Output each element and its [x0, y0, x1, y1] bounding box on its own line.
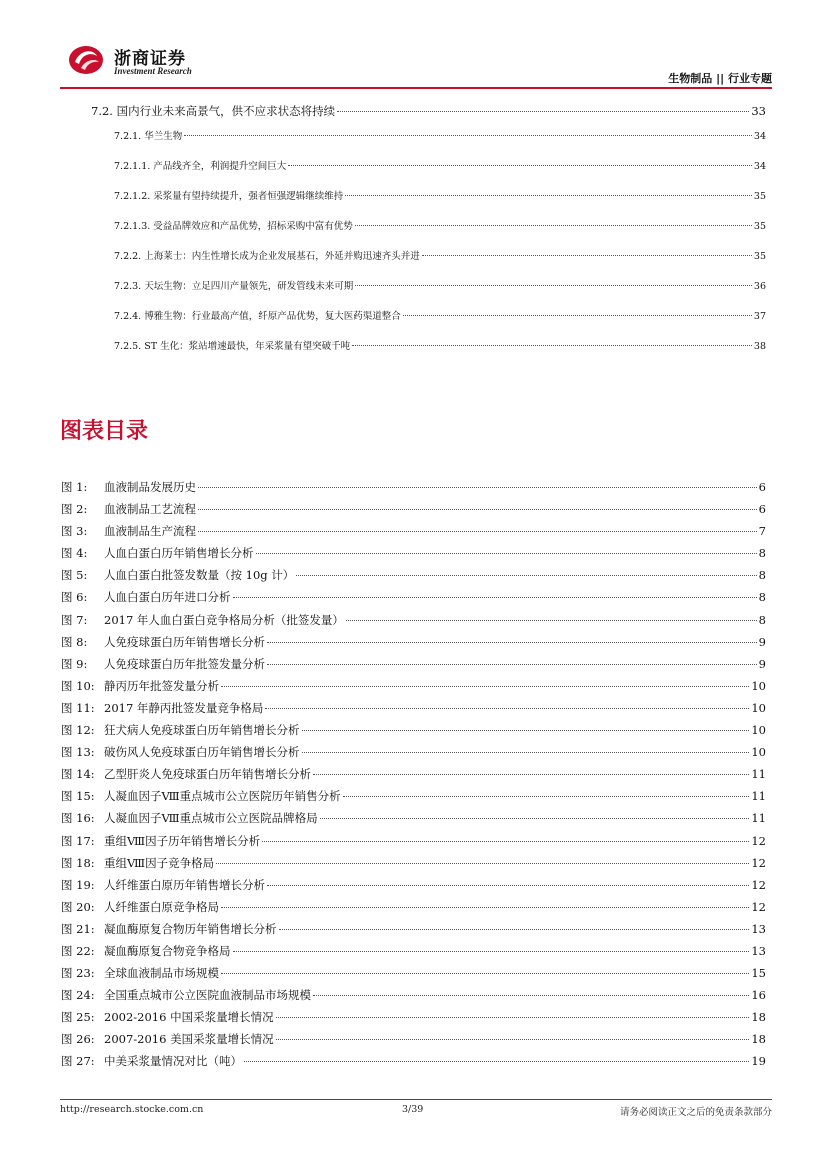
- figure-number: 图 17:: [61, 834, 95, 848]
- page-header: [0, 0, 827, 90]
- dot-leader: [345, 195, 752, 196]
- figure-label: 人凝血因子Ⅷ重点城市公立医院品牌格局: [104, 811, 318, 825]
- figure-number: 图 4:: [61, 546, 88, 560]
- toc-entry-page: 35: [753, 251, 766, 262]
- figure-entry[interactable]: [61, 589, 766, 605]
- figure-label: 凝血酶原复合物竞争格局: [104, 944, 231, 958]
- figure-page: 9: [758, 635, 766, 649]
- dot-leader: [198, 509, 757, 510]
- figure-number: 图 10:: [61, 679, 95, 693]
- brand-name-cn: 浙商证券: [114, 49, 186, 69]
- figure-entry[interactable]: [61, 987, 766, 1003]
- figure-label: 人免疫球蛋白历年销售增长分析: [104, 635, 265, 649]
- toc-entry-page: 36: [753, 281, 766, 292]
- dot-leader: [302, 730, 750, 731]
- figure-page: 13: [751, 922, 766, 936]
- figure-number: 图 22:: [61, 944, 95, 958]
- figure-number: 图 19:: [61, 878, 95, 892]
- figure-page: 18: [751, 1032, 766, 1046]
- dot-leader: [346, 620, 757, 621]
- figure-label: 静丙历年批签发量分析: [104, 679, 219, 693]
- toc-entry-page: 38: [753, 341, 766, 352]
- figure-label: 2017 年人血白蛋白竞争格局分析（批签发量）: [104, 613, 344, 627]
- figure-number: 图 1:: [61, 480, 88, 494]
- figure-label: 人纤维蛋白原历年销售增长分析: [104, 878, 265, 892]
- dot-leader: [198, 531, 757, 532]
- figure-label: 2017 年静丙批签发量竞争格局: [104, 701, 264, 715]
- figure-page: 18: [751, 1010, 766, 1024]
- figures-list-title: 图表目录: [60, 419, 149, 444]
- dot-leader: [267, 642, 757, 643]
- figure-number: 图 11:: [61, 701, 95, 715]
- figure-page: 10: [751, 723, 766, 737]
- figure-entry[interactable]: [61, 1053, 766, 1069]
- toc-entry-label: 7.2.4. 博雅生物：行业最高产值，纤原产品优势，复大医药渠道整合: [114, 311, 401, 322]
- dot-leader: [233, 597, 757, 598]
- figure-page: 8: [758, 546, 766, 560]
- figure-entry[interactable]: [61, 479, 766, 495]
- figure-entry[interactable]: [61, 788, 766, 804]
- figure-number: 图 18:: [61, 856, 95, 870]
- dot-leader: [355, 225, 752, 226]
- figure-page: 8: [758, 568, 766, 582]
- figure-label: 重组Ⅷ因子历年销售增长分析: [104, 834, 261, 848]
- figure-label: 血液制品工艺流程: [104, 502, 196, 516]
- footer-divider: [60, 1099, 772, 1100]
- toc-entry[interactable]: [114, 158, 766, 172]
- dot-leader: [352, 345, 752, 346]
- figure-entry[interactable]: [61, 634, 766, 650]
- dot-leader: [403, 315, 752, 316]
- figure-entry[interactable]: [61, 833, 766, 849]
- dot-leader: [262, 841, 749, 842]
- figure-page: 12: [751, 834, 766, 848]
- figure-number: 图 27:: [61, 1054, 95, 1068]
- toc-entry-label: 7.2.2. 上海莱士：内生性增长成为企业发展基石，外延并购迅速齐头并进: [114, 251, 420, 262]
- toc-entry-label: 7.2.1.1. 产品线齐全，利润提升空间巨大: [114, 161, 287, 172]
- figure-label: 全球血液制品市场规模: [104, 966, 219, 980]
- dot-leader: [198, 487, 757, 488]
- figure-number: 图 15:: [61, 789, 95, 803]
- toc-entry[interactable]: [114, 308, 766, 322]
- page-number: 3/39: [402, 1104, 424, 1115]
- toc-entry-label: 7.2.1. 华兰生物: [114, 131, 183, 142]
- figure-page: 13: [751, 944, 766, 958]
- toc-entry-page: 37: [753, 311, 766, 322]
- footer-url[interactable]: http://research.stocke.com.cn: [60, 1104, 204, 1115]
- report-type: 生物制品 || 行业专题: [668, 72, 772, 85]
- figure-entry[interactable]: [61, 766, 766, 782]
- figure-entry[interactable]: [61, 744, 766, 760]
- figure-number: 图 7:: [61, 613, 88, 627]
- toc-entry-page: 35: [753, 221, 766, 232]
- dot-leader: [288, 165, 752, 166]
- dot-leader: [184, 135, 752, 136]
- toc-entry[interactable]: [114, 338, 766, 352]
- figure-entry[interactable]: [61, 899, 766, 915]
- dot-leader: [355, 285, 752, 286]
- dot-leader: [313, 774, 749, 775]
- figure-number: 图 8:: [61, 635, 88, 649]
- figure-label: 人血白蛋白历年销售增长分析: [104, 546, 254, 560]
- figure-label: 人血白蛋白批签发数量（按 10g 计）: [104, 568, 295, 582]
- figure-page: 10: [751, 745, 766, 759]
- toc-entry-label: 7.2.1.3. 受益品牌效应和产品优势，招标采购中富有优势: [114, 221, 353, 232]
- figure-label: 中美采浆量情况对比（吨）: [104, 1054, 242, 1068]
- figure-entry[interactable]: [61, 501, 766, 517]
- figure-entry[interactable]: [61, 1009, 766, 1025]
- figure-entry[interactable]: [61, 567, 766, 583]
- figure-number: 图 12:: [61, 723, 95, 737]
- dot-leader: [302, 752, 750, 753]
- figure-page: 6: [758, 502, 766, 516]
- footer-disclaimer: 请务必阅读正文之后的免责条款部分: [619, 1107, 772, 1118]
- figure-number: 图 25:: [61, 1010, 95, 1024]
- figure-label: 凝血酶原复合物历年销售增长分析: [104, 922, 277, 936]
- figure-entry[interactable]: [61, 656, 766, 672]
- figure-entry[interactable]: [61, 523, 766, 539]
- figure-entry[interactable]: [61, 700, 766, 716]
- toc-entry-label: 7.2. 国内行业未来高景气，供不应求状态将持续: [91, 104, 336, 118]
- toc-entry[interactable]: [114, 278, 766, 292]
- dot-leader: [422, 255, 752, 256]
- figure-entry[interactable]: [61, 612, 766, 628]
- dot-leader: [276, 1039, 750, 1040]
- toc-entry[interactable]: [114, 188, 766, 202]
- dot-leader: [313, 995, 749, 996]
- figure-entry[interactable]: [61, 722, 766, 738]
- brand-logo-icon: [67, 40, 105, 78]
- figure-label: 全国重点城市公立医院血液制品市场规模: [104, 988, 311, 1002]
- figure-number: 图 3:: [61, 524, 88, 538]
- toc-entry-label: 7.2.1.2. 采浆量有望持续提升，强者恒强逻辑继续维持: [114, 191, 344, 202]
- figure-label: 2002-2016 中国采浆量增长情况: [104, 1010, 274, 1024]
- figure-label: 血液制品发展历史: [104, 480, 196, 494]
- toc-entry-page: 34: [753, 161, 766, 172]
- figure-page: 11: [751, 767, 766, 781]
- toc-entry[interactable]: [114, 128, 766, 142]
- figure-label: 人血白蛋白历年进口分析: [104, 590, 231, 604]
- dot-leader: [244, 1061, 749, 1062]
- figure-entry[interactable]: [61, 877, 766, 893]
- figure-label: 狂犬病人免疫球蛋白历年销售增长分析: [104, 723, 300, 737]
- toc-entry-page: 35: [753, 191, 766, 202]
- figure-entry[interactable]: [61, 965, 766, 981]
- figure-entry[interactable]: [61, 678, 766, 694]
- figure-page: 10: [751, 679, 766, 693]
- toc-entry-page: 34: [753, 131, 766, 142]
- toc-entry[interactable]: [91, 103, 766, 119]
- dot-leader: [267, 885, 749, 886]
- dot-leader: [221, 907, 749, 908]
- figure-entry[interactable]: [61, 921, 766, 937]
- figure-entry[interactable]: [61, 545, 766, 561]
- figure-page: 6: [758, 480, 766, 494]
- figure-entry[interactable]: [61, 855, 766, 871]
- figure-page: 7: [758, 524, 766, 538]
- dot-leader: [267, 664, 757, 665]
- figure-page: 11: [751, 811, 766, 825]
- dot-leader: [265, 708, 749, 709]
- figure-label: 乙型肝炎人免疫球蛋白历年销售增长分析: [104, 767, 311, 781]
- figure-entry[interactable]: [61, 1031, 766, 1047]
- figure-page: 9: [758, 657, 766, 671]
- figure-page: 12: [751, 878, 766, 892]
- figure-page: 12: [751, 900, 766, 914]
- figure-number: 图 5:: [61, 568, 88, 582]
- dot-leader: [233, 951, 750, 952]
- brand-name-en: Investment Research: [114, 66, 192, 76]
- figure-page: 15: [751, 966, 766, 980]
- figure-number: 图 16:: [61, 811, 95, 825]
- figure-label: 人免疫球蛋白历年批签发量分析: [104, 657, 265, 671]
- figure-page: 11: [751, 789, 766, 803]
- toc-entry-page: 33: [751, 104, 766, 118]
- toc-entry[interactable]: [114, 218, 766, 232]
- figure-page: 10: [751, 701, 766, 715]
- toc-entry-label: 7.2.5. ST 生化：浆站增速最快，年采浆量有望突破千吨: [114, 341, 351, 352]
- figure-number: 图 21:: [61, 922, 95, 936]
- header-divider: [60, 87, 772, 89]
- figure-label: 人纤维蛋白原竞争格局: [104, 900, 219, 914]
- figure-number: 图 13:: [61, 745, 95, 759]
- figure-number: 图 9:: [61, 657, 88, 671]
- dot-leader: [320, 818, 750, 819]
- toc-entry[interactable]: [114, 248, 766, 262]
- dot-leader: [256, 553, 757, 554]
- figure-entry[interactable]: [61, 810, 766, 826]
- dot-leader: [216, 863, 749, 864]
- dot-leader: [221, 973, 749, 974]
- figure-page: 8: [758, 590, 766, 604]
- toc-entry-label: 7.2.3. 天坛生物：立足四川产量领先，研发管线未来可期: [114, 281, 354, 292]
- figure-page: 16: [751, 988, 766, 1002]
- figure-page: 19: [751, 1054, 766, 1068]
- dot-leader: [221, 686, 749, 687]
- figure-label: 破伤风人免疫球蛋白历年销售增长分析: [104, 745, 300, 759]
- figure-number: 图 26:: [61, 1032, 95, 1046]
- figure-number: 图 24:: [61, 988, 95, 1002]
- figure-number: 图 23:: [61, 966, 95, 980]
- figure-number: 图 2:: [61, 502, 88, 516]
- figure-label: 血液制品生产流程: [104, 524, 196, 538]
- figure-entry[interactable]: [61, 943, 766, 959]
- dot-leader: [276, 1017, 750, 1018]
- figure-number: 图 6:: [61, 590, 88, 604]
- figure-label: 重组Ⅷ因子竞争格局: [104, 856, 215, 870]
- figure-label: 2007-2016 美国采浆量增长情况: [104, 1032, 274, 1046]
- dot-leader: [343, 796, 750, 797]
- dot-leader: [279, 929, 750, 930]
- figure-label: 人凝血因子Ⅷ重点城市公立医院历年销售分析: [104, 789, 341, 803]
- figure-number: 图 14:: [61, 767, 95, 781]
- dot-leader: [296, 575, 756, 576]
- dot-leader: [337, 111, 749, 112]
- figure-page: 12: [751, 856, 766, 870]
- figure-page: 8: [758, 613, 766, 627]
- figure-number: 图 20:: [61, 900, 95, 914]
